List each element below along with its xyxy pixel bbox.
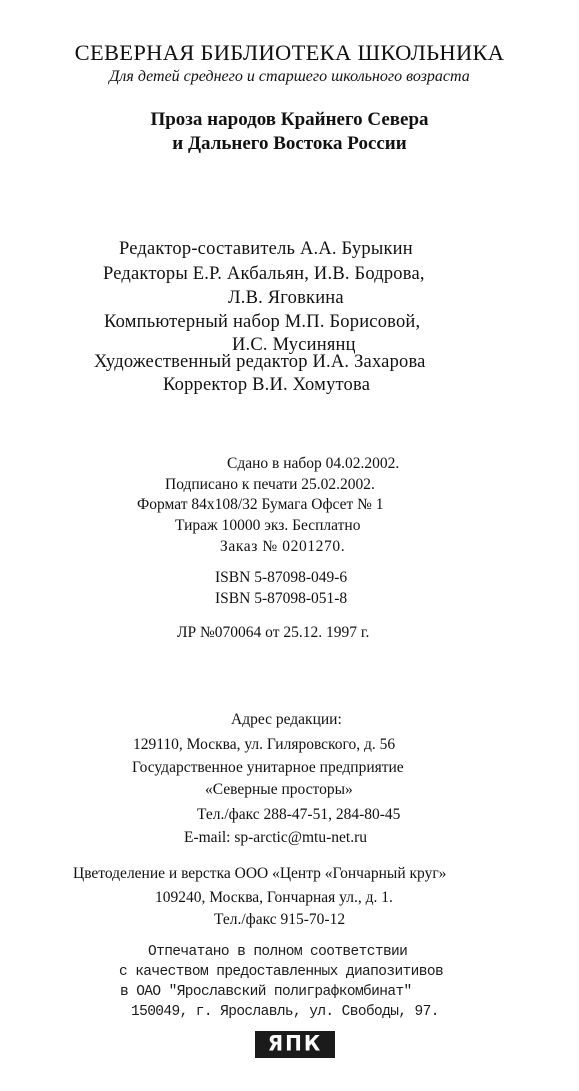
prepress-line: Тел./факс 915-70-12 xyxy=(214,911,346,928)
credit-line: Корректор В.И. Хомутова xyxy=(163,375,371,395)
address-line: Государственное унитарное предприятие xyxy=(132,759,404,776)
book-title-line-2: и Дальнего Востока России xyxy=(172,133,407,154)
credit-line: Художественный редактор И.А. Захарова xyxy=(94,352,426,372)
printer-line: в ОАО "Ярославский полиграфкомбинат" xyxy=(120,984,412,1000)
order-number: Заказ № 0201270. xyxy=(220,538,346,555)
printer-logo-text: ЯПК xyxy=(267,1030,323,1056)
printer-logo xyxy=(255,1031,335,1058)
credit-line: Редакторы Е.Р. Акбальян, И.В. Бодрова, xyxy=(103,264,425,284)
phone-fax: Тел./факс 288-47-51, 284-80-45 xyxy=(197,806,401,823)
address-line: 129110, Москва, ул. Гиляровского, д. 56 xyxy=(133,736,396,753)
typesetting-date: Сдано в набор 04.02.2002. xyxy=(227,455,400,472)
credit-line: Л.В. Яговкина xyxy=(228,288,344,308)
printer-line: 150049, г. Ярославль, ул. Свободы, 97. xyxy=(131,1004,439,1020)
book-title-line-1: Проза народов Крайнего Севера xyxy=(150,109,429,130)
format-paper: Формат 84х108/32 Бумага Офсет № 1 xyxy=(137,496,384,513)
isbn-line: ISBN 5-87098-051-8 xyxy=(215,590,348,607)
credit-line: Редактор-составитель А.А. Бурыкин xyxy=(119,239,413,259)
printer-line: Отпечатано в полном соответствии xyxy=(148,944,408,960)
publisher-name: «Северные просторы» xyxy=(205,781,353,798)
prepress-line: Цветоделение и верстка ООО «Центр «Гончарный круг» xyxy=(73,865,447,882)
print-approval-date: Подписано к печати 25.02.2002. xyxy=(165,476,375,493)
isbn-line: ISBN 5-87098-049-6 xyxy=(215,569,348,586)
email-address: E-mail: sp-arctic@mtu-net.ru xyxy=(184,829,367,846)
license-number: ЛР №070064 от 25.12. 1997 г. xyxy=(177,624,370,641)
printer-line: с качеством предоставленных диапозитивов xyxy=(119,964,444,980)
credit-line: И.С. Мусинянц xyxy=(232,335,356,355)
series-subtitle: Для детей среднего и старшего школьного возраста xyxy=(109,68,470,85)
address-heading: Адрес редакции: xyxy=(231,711,342,728)
print-run: Тираж 10000 экз. Бесплатно xyxy=(175,517,361,534)
series-title: СЕВЕРНАЯ БИБЛИОТЕКА ШКОЛЬНИКА xyxy=(74,40,505,65)
credit-line: Компьютерный набор М.П. Борисовой, xyxy=(104,312,421,332)
prepress-line: 109240, Москва, Гончарная ул., д. 1. xyxy=(155,889,393,906)
